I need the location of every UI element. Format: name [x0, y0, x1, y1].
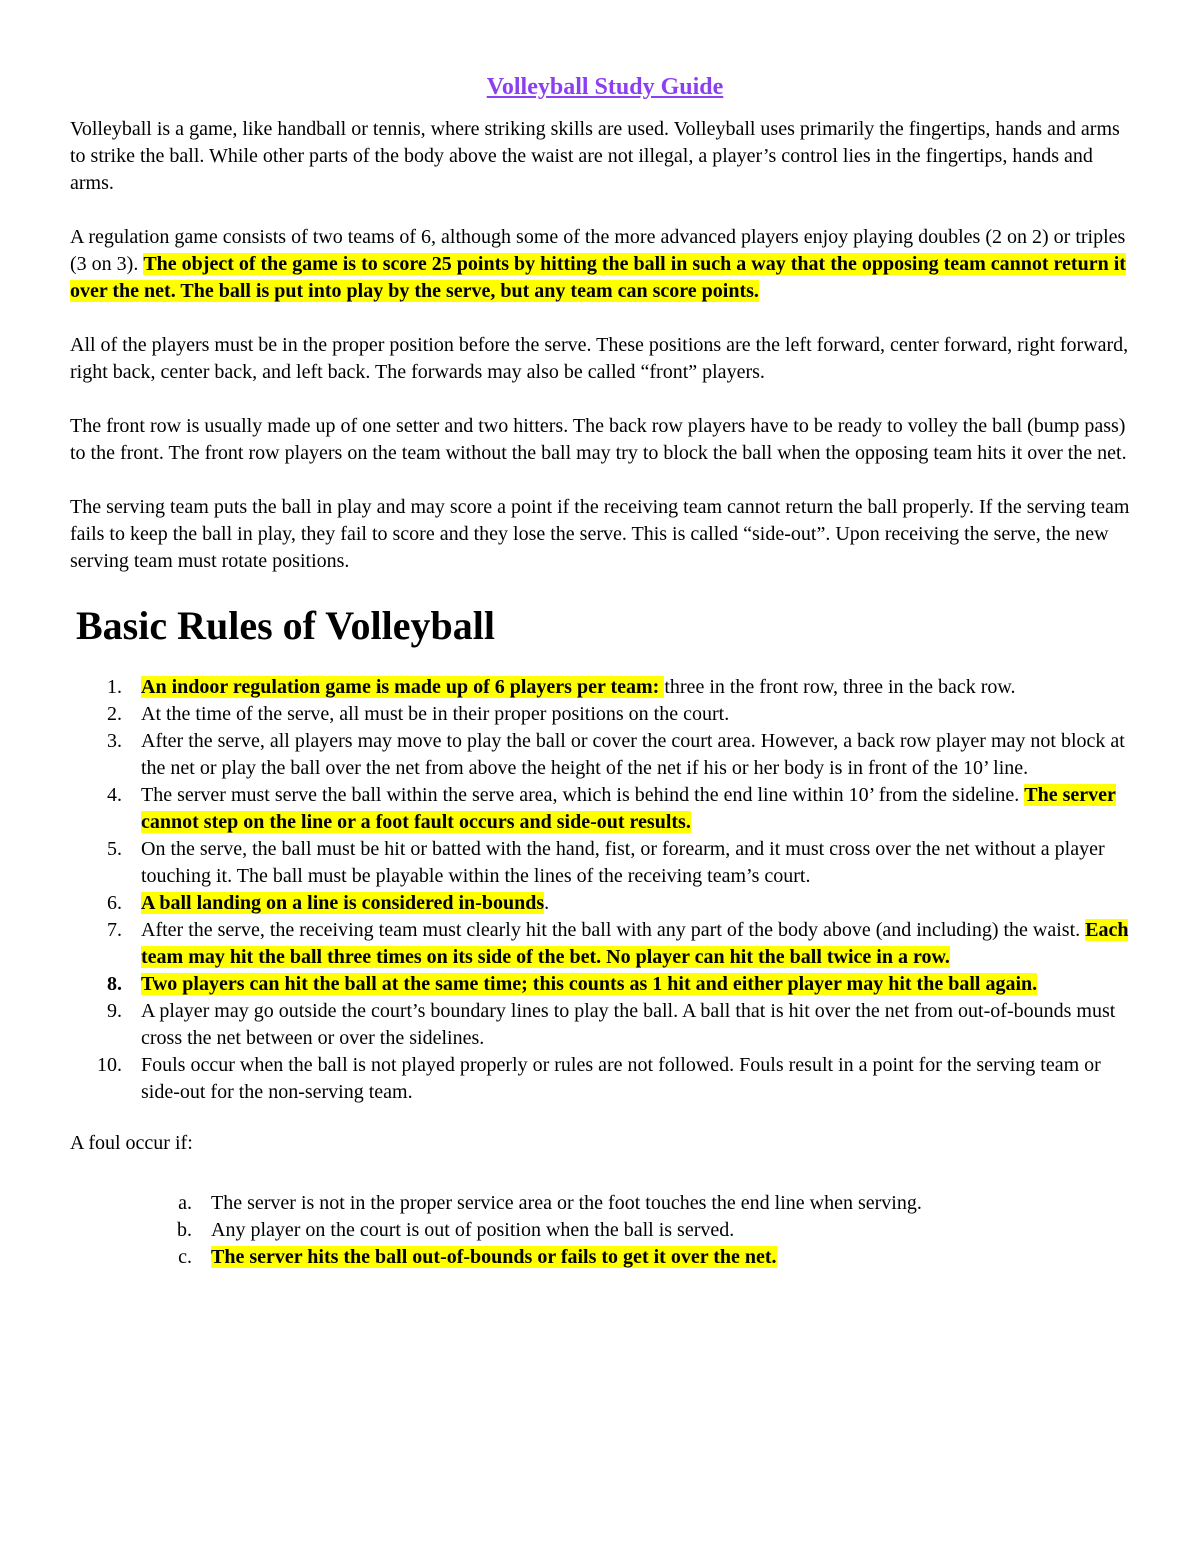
- foul-number: b.: [177, 1219, 192, 1241]
- rule-item: [70, 674, 1140, 701]
- document-page: [70, 70, 1140, 1271]
- foul-highlight: The server hits the ball out-of-bounds or fails to get it over the net.: [211, 1246, 777, 1268]
- rule-item: [70, 971, 1140, 998]
- rules-heading: Basic Rules of Volleyball: [76, 603, 495, 648]
- rule-number: 5.: [107, 838, 122, 860]
- rule-highlight: Each team may hit the ball three times on its side of the bet. No player can hit the ball twice in a row.: [141, 919, 1129, 968]
- rule-highlight: A ball landing on a line is considered in-bounds: [141, 892, 545, 914]
- rule-text: After the serve, all players may move to play the ball or cover the court area. However, a back row player may not block at the net or play the ball over the net from above the height of the net if his or her body is in front of the 10’ line.: [141, 730, 1125, 779]
- rule-text: A player may go outside the court’s boundary lines to play the ball. A ball that is hit over the net from out-of-bounds must cross the net between or over the sidelines.: [141, 1000, 1116, 1049]
- rule-item: [70, 701, 1140, 728]
- rule-number: 8.: [107, 973, 122, 995]
- rule-number: 6.: [107, 892, 122, 914]
- rule-text: The server must serve the ball within the serve area, which is behind the end line within 10’ from the sideline.: [141, 784, 1025, 806]
- foul-text: Any player on the court is out of position when the ball is served.: [211, 1219, 735, 1241]
- rule-item: [70, 728, 1140, 782]
- rule-item: [70, 782, 1140, 836]
- rule-number: 4.: [107, 784, 122, 806]
- rule-highlight: An indoor regulation game is made up of 6 players per team:: [141, 676, 665, 698]
- front-row-paragraph: The front row is usually made up of one setter and two hitters. The back row players have to be ready to volley the ball (bump pass) to the front. The front row players on the team without the ball may try to block the ball when the opposing team hits it over the net.: [70, 415, 1127, 464]
- rule-number: 10.: [97, 1054, 122, 1076]
- rule-number: 3.: [107, 730, 122, 752]
- rule-number: 7.: [107, 919, 122, 941]
- rule-text: .: [544, 892, 550, 914]
- rule-number: 1.: [107, 676, 122, 698]
- rule-item: [70, 1052, 1140, 1106]
- rule-item: [70, 890, 1140, 917]
- regulation-text: A regulation game consists of two teams of 6, although some of the more advanced players enjoy playing doubles (2 on 2) or triples (3 on 3).: [70, 226, 1126, 275]
- rule-text: At the time of the serve, all must be in their proper positions on the court.: [141, 703, 730, 725]
- foul-item: [70, 1217, 1140, 1244]
- foul-intro: A foul occur if:: [70, 1132, 193, 1154]
- positions-paragraph: All of the players must be in the proper position before the serve. These positions are the left forward, center forward, right forward, right back, center back, and left back. The forwards may also be called “front” players.: [70, 334, 1129, 383]
- object-highlight: The object of the game is to score 25 points by hitting the ball in such a way that the opposing team cannot return it over the net. The ball is put into play by the serve, but any team can score points.: [70, 253, 1126, 302]
- foul-item: [70, 1244, 1140, 1271]
- rule-number: 2.: [107, 703, 122, 725]
- rule-item: [70, 836, 1140, 890]
- rule-text: On the serve, the ball must be hit or batted with the hand, fist, or forearm, and it must cross over the net without a player touching it. The ball must be playable within the lines of the receiving team’s court.: [141, 838, 1105, 887]
- fouls-list: [70, 1190, 1140, 1271]
- rule-highlight: Two players can hit the ball at the same time; this counts as 1 hit and either player may hit the ball again.: [141, 973, 1038, 995]
- rules-list: [70, 674, 1140, 1106]
- foul-number: c.: [178, 1246, 192, 1268]
- rule-text: Fouls occur when the ball is not played properly or rules are not followed. Fouls result in a point for the serving team or side-out for the non-serving team.: [141, 1054, 1101, 1103]
- intro-paragraph: Volleyball is a game, like handball or tennis, where striking skills are used. Volleyball uses primarily the fingertips, hands and arms to strike the ball. While other parts of the body above the waist are not illegal, a player’s control lies in the fingertips, hands and arms.: [70, 118, 1120, 194]
- serving-paragraph: The serving team puts the ball in play and may score a point if the receiving team cannot return the ball properly. If the serving team fails to keep the ball in play, they fail to score and they lose the serve. This is called “side-out”. Upon receiving the serve, the new serving team must rotate positions.: [70, 496, 1130, 572]
- rule-number: 9.: [107, 1000, 122, 1022]
- regulation-paragraph: [70, 224, 1140, 305]
- rule-highlight: The server cannot step on the line or a foot fault occurs and side-out results.: [141, 784, 1116, 833]
- rule-text: three in the front row, three in the back row.: [664, 676, 1016, 698]
- rule-text: After the serve, the receiving team must clearly hit the ball with any part of the body above (and including) the waist.: [141, 919, 1086, 941]
- foul-item: [70, 1190, 1140, 1217]
- rule-item: [70, 998, 1140, 1052]
- foul-number: a.: [178, 1192, 192, 1214]
- rule-item: [70, 917, 1140, 971]
- document-title: Volleyball Study Guide: [486, 74, 724, 100]
- foul-text: The server is not in the proper service area or the foot touches the end line when serving.: [211, 1192, 922, 1214]
